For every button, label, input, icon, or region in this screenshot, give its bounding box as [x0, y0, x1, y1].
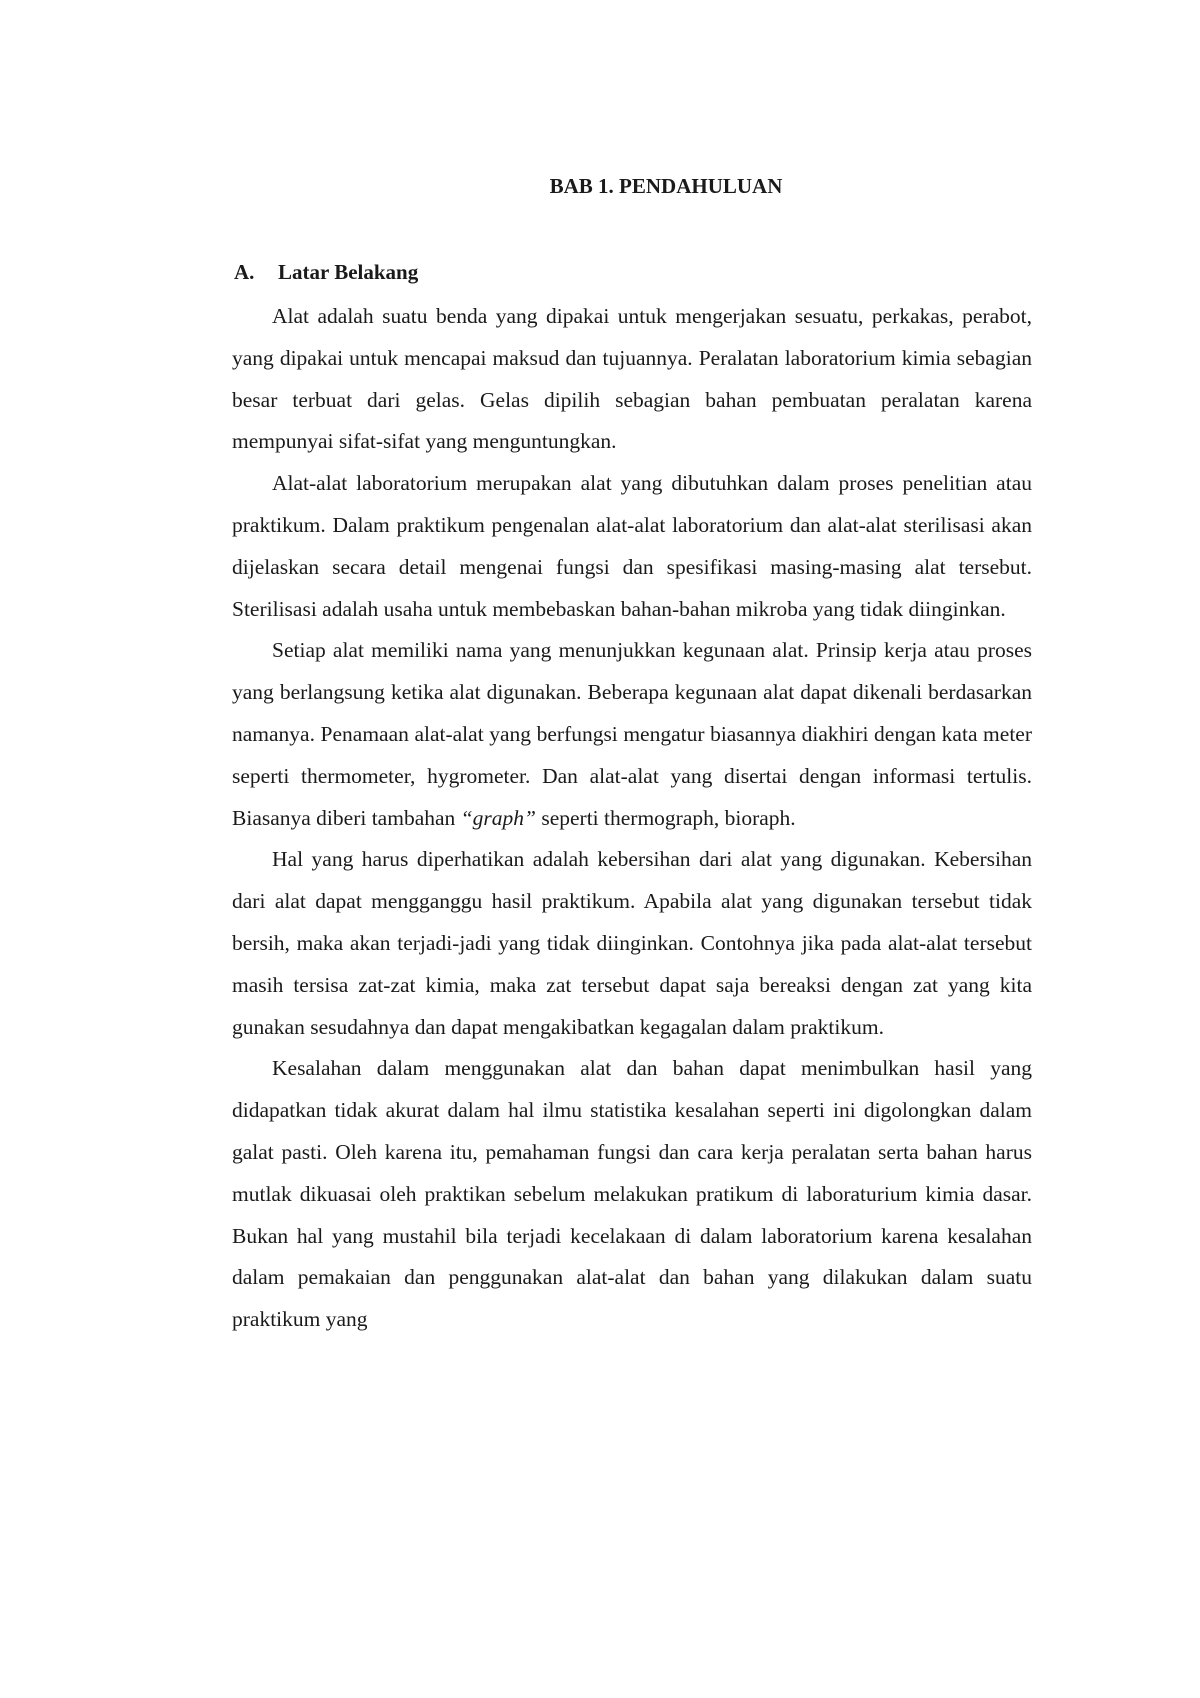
section-marker: A.	[234, 260, 255, 284]
section-heading	[234, 258, 418, 286]
paragraph-5: Kesalahan dalam menggunakan alat dan bahan dapat menimbulkan hasil yang didapatkan tidak akurat dalam hal ilmu statistika kesalahan seperti ini digolongkan dalam galat pasti. Oleh karena itu, pemahaman fungsi dan cara kerja peralatan serta bahan harus mutlak dikuasai oleh praktikan sebelum melakukan pratikum di laboraturium kimia dasar. Bukan hal yang mustahil bila terjadi kecelakaan di dalam laboratorium karena kesalahan dalam pemakaian dan penggunakan alat-alat dan bahan yang dilakukan dalam suatu praktikum yang	[232, 1056, 1032, 1332]
chapter-title: BAB 1. PENDAHULUAN	[549, 174, 783, 198]
body-text	[232, 296, 1032, 1341]
paragraph-2: Alat-alat laboratorium merupakan alat yang dibutuhkan dalam proses penelitian atau praktikum. Dalam praktikum pengenalan alat-alat laboratorium dan alat-alat sterilisasi akan dijelaskan secara detail mengenai fungsi dan spesifikasi masing-masing alat tersebut. Sterilisasi adalah usaha untuk membebaskan bahan-bahan mikroba yang tidak diinginkan.	[232, 471, 1032, 621]
paragraph-3-text-after: seperti thermograph, bioraph.	[535, 805, 796, 830]
paragraph-1: Alat adalah suatu benda yang dipakai untuk mengerjakan sesuatu, perkakas, perabot, yang dipakai untuk mencapai maksud dan tujuannya. Peralatan laboratorium kimia sebagian besar terbuat dari gelas. Gelas dipilih sebagian bahan pembuatan peralatan karena mempunyai sifat-sifat yang menguntungkan.	[232, 304, 1032, 454]
paragraph-3	[232, 630, 1032, 839]
paragraph-4: Hal yang harus diperhatikan adalah kebersihan dari alat yang digunakan. Kebersihan dari alat dapat mengganggu hasil praktikum. Apabila alat yang digunakan tersebut tidak bersih, maka akan terjadi-jadi yang tidak diinginkan. Contohnya jika pada alat-alat tersebut masih tersisa zat-zat kimia, maka zat tersebut dapat saja bereaksi dengan zat yang kita gunakan sesudahnya dan dapat mengakibatkan kegagalan dalam praktikum.	[232, 847, 1032, 1039]
section-title: Latar Belakang	[278, 260, 419, 284]
paragraph-3-text-before: Setiap alat memiliki nama yang menunjukkan kegunaan alat. Prinsip kerja atau proses yang berlangsung ketika alat digunakan. Beberapa kegunaan alat dapat dikenali berdasarkan namanya. Penamaan alat-alat yang berfungsi mengatur biasannya diakhiri dengan kata meter seperti thermometer, hygrometer. Dan alat-alat yang disertai dengan informasi tertulis. Biasanya diberi tambahan	[232, 638, 1032, 830]
graph-term: “graph”	[460, 805, 536, 830]
